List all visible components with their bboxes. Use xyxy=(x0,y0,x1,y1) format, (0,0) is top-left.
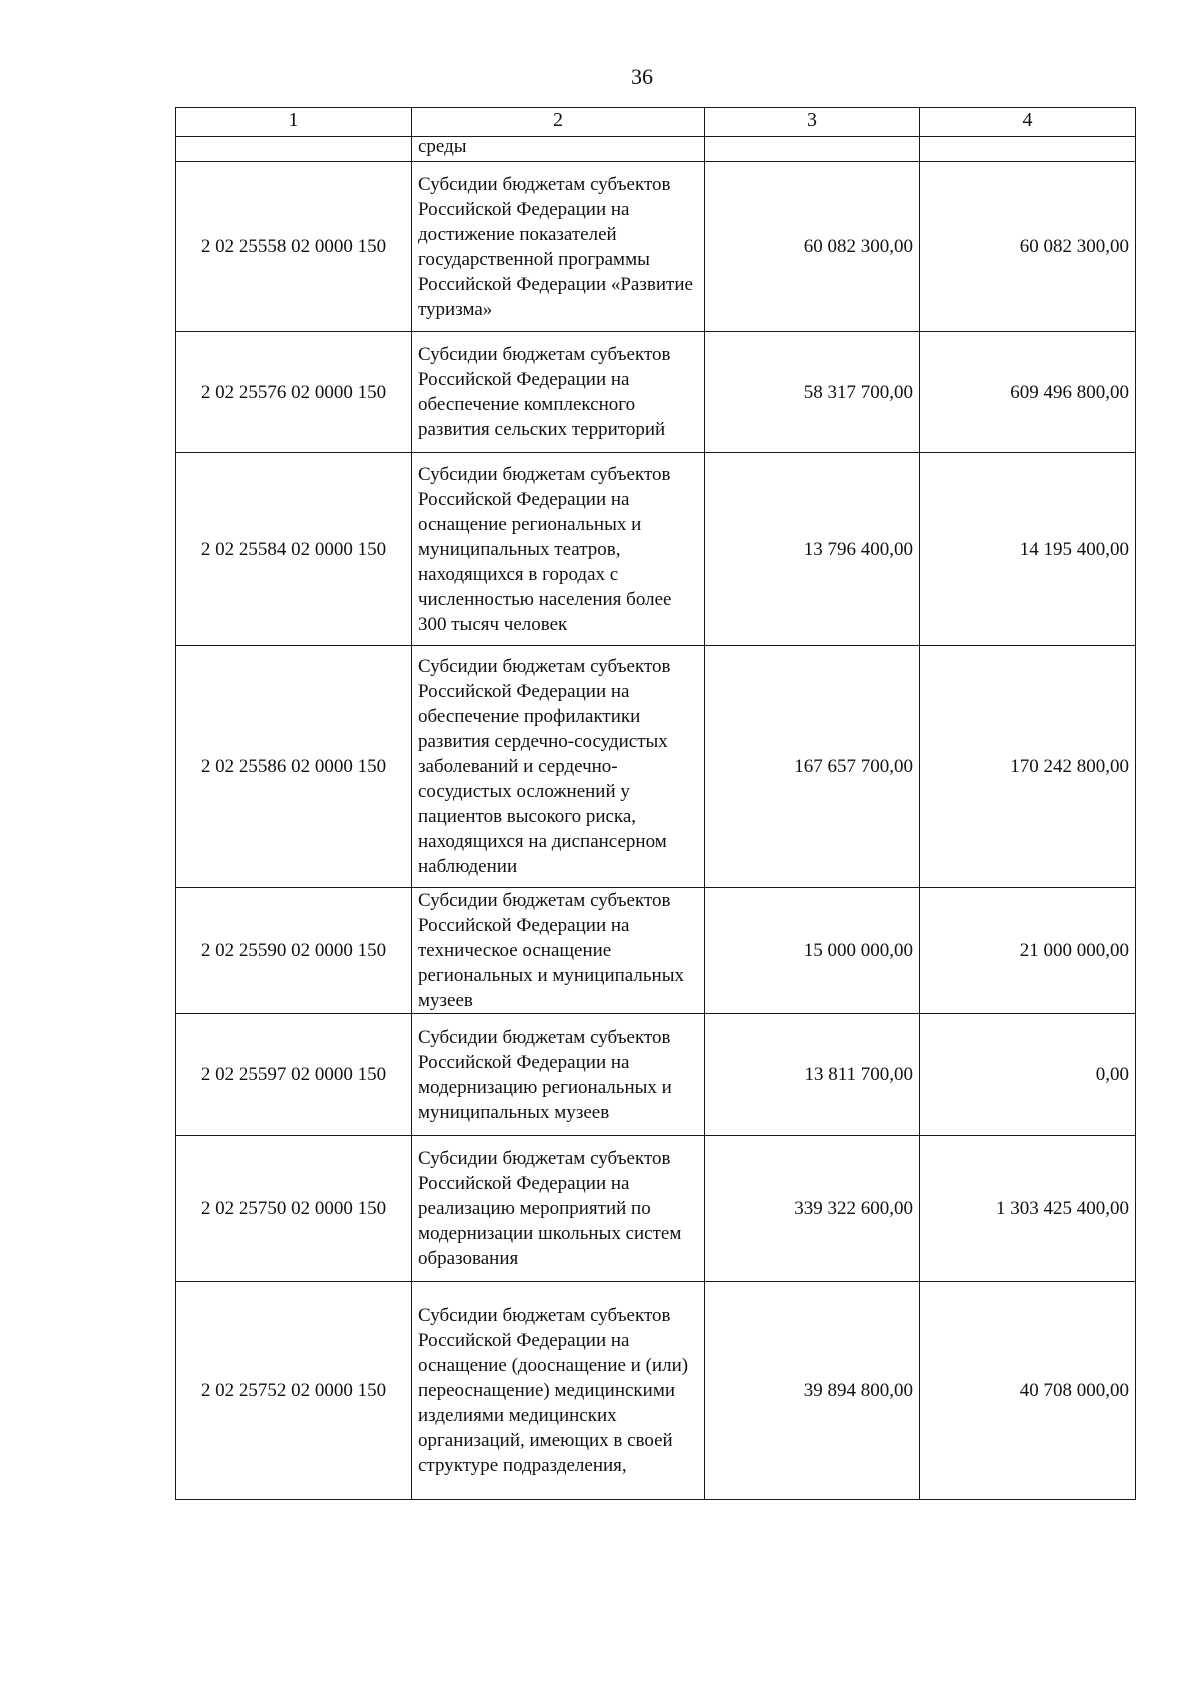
income-code: 2 02 25590 02 0000 150 xyxy=(176,888,412,1014)
column-header: 4 xyxy=(920,108,1136,137)
empty-cell xyxy=(920,137,1136,162)
income-code: 2 02 25558 02 0000 150 xyxy=(176,162,412,332)
amount-col4: 14 195 400,00 xyxy=(920,453,1136,646)
amount-col4: 0,00 xyxy=(920,1014,1136,1136)
column-header: 2 xyxy=(412,108,705,137)
budget-table xyxy=(175,107,1136,1500)
amount-col3: 15 000 000,00 xyxy=(705,888,920,1014)
table-row xyxy=(176,1014,1136,1136)
amount-col4: 21 000 000,00 xyxy=(920,888,1136,1014)
table-row xyxy=(176,1136,1136,1282)
amount-col3: 60 082 300,00 xyxy=(705,162,920,332)
income-code: 2 02 25584 02 0000 150 xyxy=(176,453,412,646)
table-row xyxy=(176,888,1136,1014)
income-code: 2 02 25576 02 0000 150 xyxy=(176,332,412,453)
continuation-row xyxy=(176,137,1136,162)
income-code: 2 02 25752 02 0000 150 xyxy=(176,1282,412,1500)
amount-col3: 39 894 800,00 xyxy=(705,1282,920,1500)
amount-col3: 13 811 700,00 xyxy=(705,1014,920,1136)
income-description: Субсидии бюджетам субъектов Российской Федерации на оснащение региональных и муниципальных театров, находящихся в городах с численностью населения более 300 тысяч человек xyxy=(412,453,705,646)
amount-col4: 40 708 000,00 xyxy=(920,1282,1136,1500)
page-number: 36 xyxy=(631,64,653,89)
table-row xyxy=(176,646,1136,888)
income-code: 2 02 25750 02 0000 150 xyxy=(176,1136,412,1282)
continuation-text: среды xyxy=(412,137,705,162)
amount-col4: 609 496 800,00 xyxy=(920,332,1136,453)
amount-col4: 60 082 300,00 xyxy=(920,162,1136,332)
income-code: 2 02 25586 02 0000 150 xyxy=(176,646,412,888)
empty-cell xyxy=(176,137,412,162)
income-description: Субсидии бюджетам субъектов Российской Федерации на реализацию мероприятий по модернизации школьных систем образования xyxy=(412,1136,705,1282)
amount-col3: 13 796 400,00 xyxy=(705,453,920,646)
amount-col3: 167 657 700,00 xyxy=(705,646,920,888)
amount-col3: 339 322 600,00 xyxy=(705,1136,920,1282)
income-description: Субсидии бюджетам субъектов Российской Федерации на достижение показателей государственной программы Российской Федерации «Развитие туризма» xyxy=(412,162,705,332)
amount-col4: 170 242 800,00 xyxy=(920,646,1136,888)
table-row xyxy=(176,1282,1136,1500)
income-code: 2 02 25597 02 0000 150 xyxy=(176,1014,412,1136)
amount-col3: 58 317 700,00 xyxy=(705,332,920,453)
header-row xyxy=(176,108,1136,137)
income-description: Субсидии бюджетам субъектов Российской Федерации на оснащение (дооснащение и (или) переоснащение) медицинскими изделиями медицинских организаций, имеющих в своей структуре подразделения, xyxy=(412,1282,705,1500)
table-row xyxy=(176,162,1136,332)
column-header: 1 xyxy=(176,108,412,137)
column-header: 3 xyxy=(705,108,920,137)
table-row xyxy=(176,332,1136,453)
amount-col4: 1 303 425 400,00 xyxy=(920,1136,1136,1282)
income-description: Субсидии бюджетам субъектов Российской Федерации на техническое оснащение региональных и муниципальных музеев xyxy=(412,888,705,1014)
empty-cell xyxy=(705,137,920,162)
income-description: Субсидии бюджетам субъектов Российской Федерации на модернизацию региональных и муниципальных музеев xyxy=(412,1014,705,1136)
income-description: Субсидии бюджетам субъектов Российской Федерации на обеспечение профилактики развития сердечно-сосудистых заболеваний и сердечно-сосудистых осложнений у пациентов высокого риска, находящихся на диспансерном наблюдении xyxy=(412,646,705,888)
income-description: Субсидии бюджетам субъектов Российской Федерации на обеспечение комплексного развития сельских территорий xyxy=(412,332,705,453)
table-row xyxy=(176,453,1136,646)
